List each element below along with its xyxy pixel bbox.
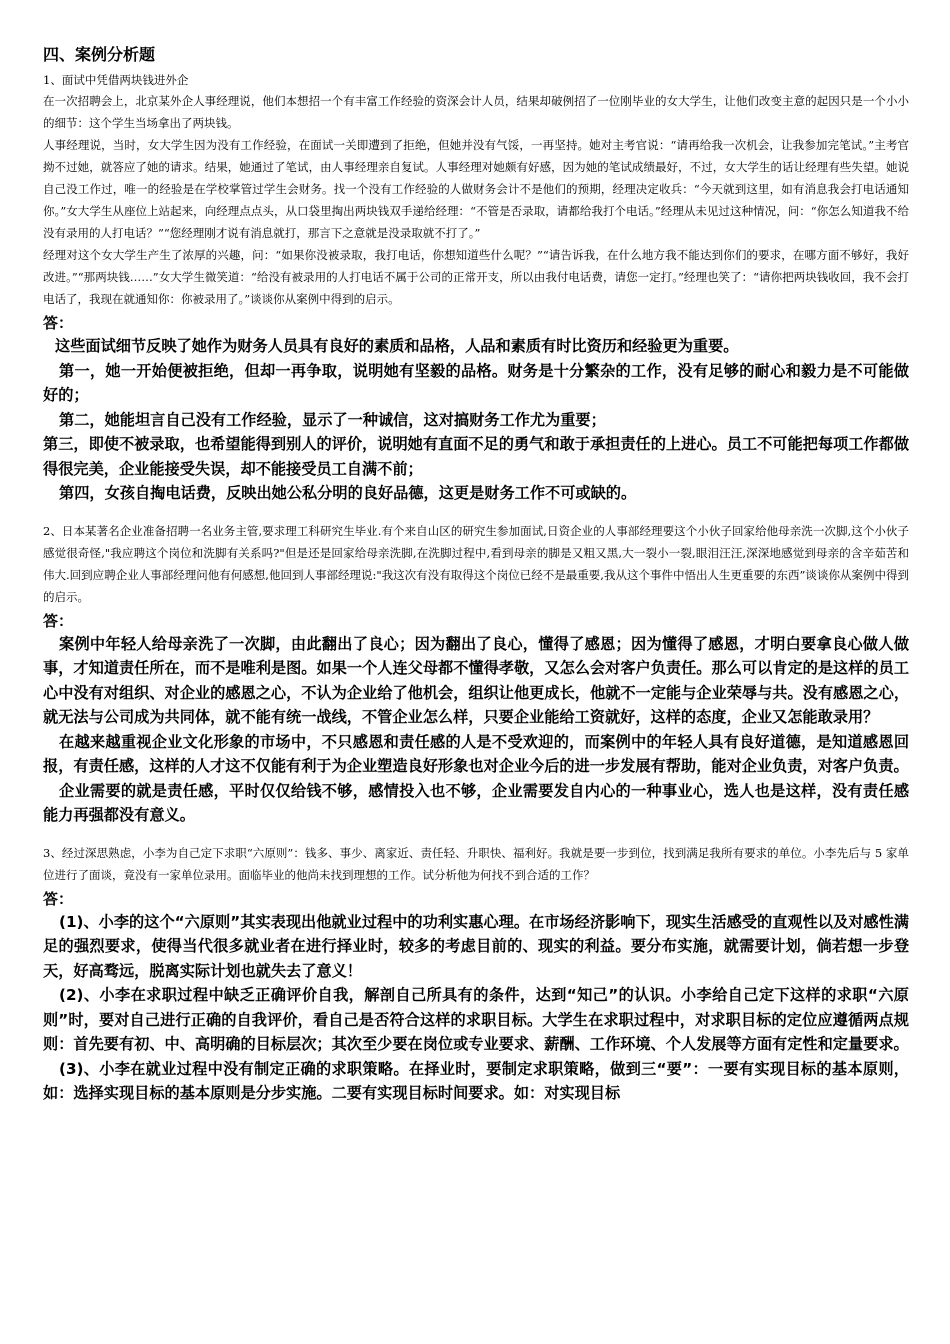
q2-answer-paragraph: 企业需要的就是责任感，平时仅仅给钱不够，感情投入也不够，企业需要发自内心的一种事业心，选人也是这样，没有责任感能力再强都没有意义。: [43, 781, 909, 824]
document-page: [43, 44, 909, 1106]
q3-answer-paragraph: (3)、小李在就业过程中没有制定正确的求职策略。在择业时，要制定求职策略，做到三“要”：一要有实现目标的基本原则，如：选择实现目标的基本原则是分步实施。二要有实现目标时间要求。如：对实现目标: [43, 1059, 909, 1102]
q3-answer-label: 答：: [43, 889, 74, 908]
q1-answer-paragraph: 这些面试细节反映了她作为财务人员具有良好的素质和品格，人品和素质有时比资历和经验更为重要。: [55, 337, 739, 355]
q2-paragraph: 2、日本某著名企业准备招聘一名业务主管,要求理工科研究生毕业.有个来自山区的研究生参加面试,日资企业的人事部经理要这个小伙子回家给他母亲洗一次脚,这个小伙子感觉很奇怪,"我应聘这个岗位和洗脚有关系吗?"但是还是回家给母亲洗脚,在洗脚过程中,看到母亲的脚是又粗又黑,大一裂小一裂,眼泪汪汪,深深地感觉到母亲的含辛茹苦和伟大.回到应聘企业人事部经理问他有何感想,他回到人事部经理说:"我这次有没有取得这个岗位已经不是最重要,我从这个事件中悟出人生更重要的东西”谈谈你从案例中得到的启示。: [43, 523, 909, 604]
q2-answer-paragraph: 案例中年轻人给母亲洗了一次脚，由此翻出了良心；因为翻出了良心，懂得了感恩；因为懂得了感恩，才明白要拿良心做人做事，才知道责任所在，而不是唯利是图。如果一个人连父母都不懂得孝敬，又怎么会对客户负责任。那么可以肯定的是这样的员工心中没有对组织、对企业的感恩之心，不认为企业给了他机会，组织让他更成长，他就不一定能与企业荣辱与共。没有感恩之心，就无法与公司成为共同体，就不能有统一战线，不管企业怎么样，只要企业能给工资就好，这样的态度，企业又怎能敢录用？: [43, 634, 909, 726]
q1-paragraph: 人事经理说，当时，女大学生因为没有工作经验，在面试一关即遭到了拒绝，但她并没有气馁，一再坚持。她对主考官说：“请再给我一次机会，让我参加完笔试。”主考官拗不过她，就答应了她的请求。结果，她通过了笔试，由人事经理亲自复试。人事经理对她颇有好感，因为她的笔试成绩最好，不过，女大学生的话让经理有些失望。她说自己没工作过，唯一的经验是在学校掌管过学生会财务。找一个没有工作经验的人做财务会计不是他们的预期，经理决定收兵：“今天就到这里，如有消息我会打电话通知你。”女大学生从座位上站起来，向经理点点头，从口袋里掏出两块钱双手递给经理：“不管是否录取，请都给我打个电话。”经理从未见过这种情况，问：“你怎么知道我不给没有录用的人打电话？”“您经理刚才说有消息就打，那言下之意就是没录取就不打了。”: [43, 138, 909, 240]
q2-answer-label: 答：: [43, 611, 74, 630]
q3-answer-paragraph: (2)、小李在求职过程中缺乏正确评价自我，解剖自己所具有的条件，达到“知己”的认识。小李给自己定下这样的求职“六原则”时，要对自己进行正确的自我评价，看自己是否符合这样的求职目标。大学生在求职过程中，对求职目标的定位应遵循两点规则：首先要有初、中、高明确的目标层次；其次至少要在岗位或专业要求、薪酬、工作环境、个人发展等方面有定性和定量要求。: [43, 986, 909, 1053]
q1-answer-paragraph: 第三，即使不被录取，也希望能得到别人的评价，说明她有直面不足的勇气和敢于承担责任的上进心。员工不可能把每项工作都做得很完美，企业能接受失误，却不能接受员工自满不前；: [43, 435, 909, 478]
q3-paragraph: 3、经过深思熟虑，小李为自己定下求职“六原则”：钱多、事少、离家近、责任轻、升职快、福利好。我就是要一步到位，找到满足我所有要求的单位。小李先后与 5 家单位进行了面谈，竟没有一家单位录用。面临毕业的他尚未找到理想的工作。试分析他为何找不到合适的工作？: [43, 845, 909, 882]
q1-paragraph: 在一次招聘会上，北京某外企人事经理说，他们本想招一个有丰富工作经验的资深会计人员，结果却破例招了一位刚毕业的女大学生，让他们改变主意的起因只是一个小小的细节：这个学生当场拿出了两块钱。: [43, 94, 909, 130]
q1-answer-label: 答：: [43, 314, 74, 332]
q1-answer-paragraph: 第二，她能坦言自己没有工作经验，显示了一种诚信，这对搞财务工作尤为重要；: [59, 410, 606, 429]
section-heading: 四、案例分析题: [43, 45, 156, 64]
q3-answer-paragraph: (1)、小李的这个“六原则”其实表现出他就业过程中的功利实惠心理。在市场经济影响下，现实生活感受的直观性以及对感性满足的强烈要求，使得当代很多就业者在进行择业时，较多的考虑目前的、现实的利益。要分布实施，就需要计划，倘若想一步登天，好高骛远，脱离实际计划也就失去了意义！: [43, 912, 909, 980]
q1-answer-paragraph: 第一，她一开始便被拒绝，但却一再争取，说明她有坚毅的品格。财务是十分繁杂的工作，没有足够的耐心和毅力是不可能做好的；: [43, 361, 909, 404]
q2-answer-paragraph: 在越来越重视企业文化形象的市场中，不只感恩和责任感的人是不受欢迎的，而案例中的年轻人具有良好道德，是知道感恩回报，有责任感，这样的人才这不仅能有利于为企业塑造良好形象也对企业今后的进一步发展有帮助，能对企业负责，对客户负责。: [43, 732, 909, 775]
q1-title: 1、面试中凭借两块钱进外企: [43, 73, 189, 87]
q1-paragraph: 经理对这个女大学生产生了浓厚的兴趣，问：“如果你没被录取，我打电话，你想知道些什么呢？”“请告诉我，在什么地方我不能达到你们的要求，在哪方面不够好，我好改进。”“那两块钱……”女大学生微笑道：“给没有被录用的人打电话不属于公司的正常开支，所以由我付电话费，请您一定打。”经理也笑了：“请你把两块钱收回，我不会打电话了，我现在就通知你：你被录用了。”谈谈你从案例中得到的启示。: [43, 248, 909, 306]
q1-answer-paragraph: 第四，女孩自掏电话费，反映出她公私分明的良好品德，这更是财务工作不可或缺的。: [59, 484, 637, 502]
